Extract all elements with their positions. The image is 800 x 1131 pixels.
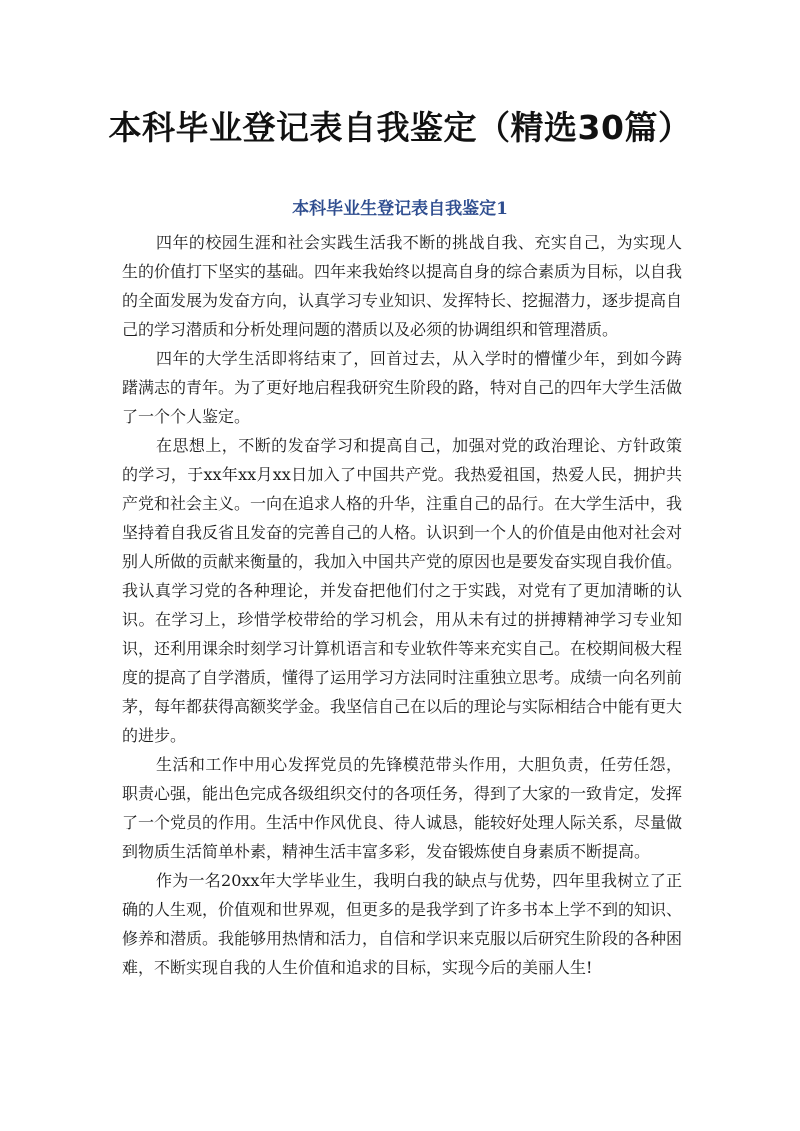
paragraph: 作为一名20xx年大学毕业生，我明白我的缺点与优势，四年里我树立了正确的人生观，价值观和世界观，但更多的是我学到了许多书本上学不到的知识、修养和潜质。我能够用热情和活力，自信和学识来克服以后研究生阶段的各种困难，不断实现自我的人生价值和追求的目标，实现今后的美丽人生! [122,871,683,977]
document-title: 本科毕业登记表自我鉴定（精选30篇） [108,108,692,147]
section-heading: 本科毕业生登记表自我鉴定1 [292,199,508,219]
paragraph: 四年的校园生涯和社会实践生活我不断的挑战自我、充实自己，为实现人生的价值打下坚实的基础。四年来我始终以提高自身的综合素质为目标，以自我的全面发展为发奋方向，认真学习专业知识、发挥特长、挖掘潜力，逐步提高自己的学习潜质和分析处理问题的潜质以及必须的协调组织和管理潜质。 [122,233,683,339]
paragraph: 生活和工作中用心发挥党员的先锋模范带头作用，大胆负责，任劳任怨，职责心强，能出色完成各级组织交付的各项任务，得到了大家的一致肯定，发挥了一个党员的作用。生活中作风优良、待人诚恳，能较好处理人际关系，尽量做到物质生活简单朴素，精神生活丰富多彩，发奋锻炼使自身素质不断提高。 [122,755,683,861]
paragraph: 在思想上，不断的发奋学习和提高自己，加强对党的政治理论、方针政策的学习，于xx年xx月xx日加入了中国共产党。我热爱祖国，热爱人民，拥护共产党和社会主义。一向在追求人格的升华，注重自己的品行。在大学生活中，我坚持着自我反省且发奋的完善自己的人格。认识到一个人的价值是由他对社会对别人所做的贡献来衡量的，我加入中国共产党的原因也是要发奋实现自我价值。我认真学习党的各种理论，并发奋把他们付之于实践，对党有了更加清晰的认识。在学习上，珍惜学校带给的学习机会，用从未有过的拼搏精神学习专业知识，还利用课余时刻学习计算机语言和专业软件等来充实自己。在校期间极大程度的提高了自学潜质，懂得了运用学习方法同时注重独立思考。成绩一向名列前茅，每年都获得高额奖学金。我坚信自己在以后的理论与实际相结合中能有更大的进步。 [122,436,683,745]
paragraph: 四年的大学生活即将结束了，回首过去，从入学时的懵懂少年，到如今踌躇满志的青年。为了更好地启程我研究生阶段的路，特对自己的四年大学生活做了一个个人鉴定。 [122,349,683,426]
document-body [122,228,682,982]
